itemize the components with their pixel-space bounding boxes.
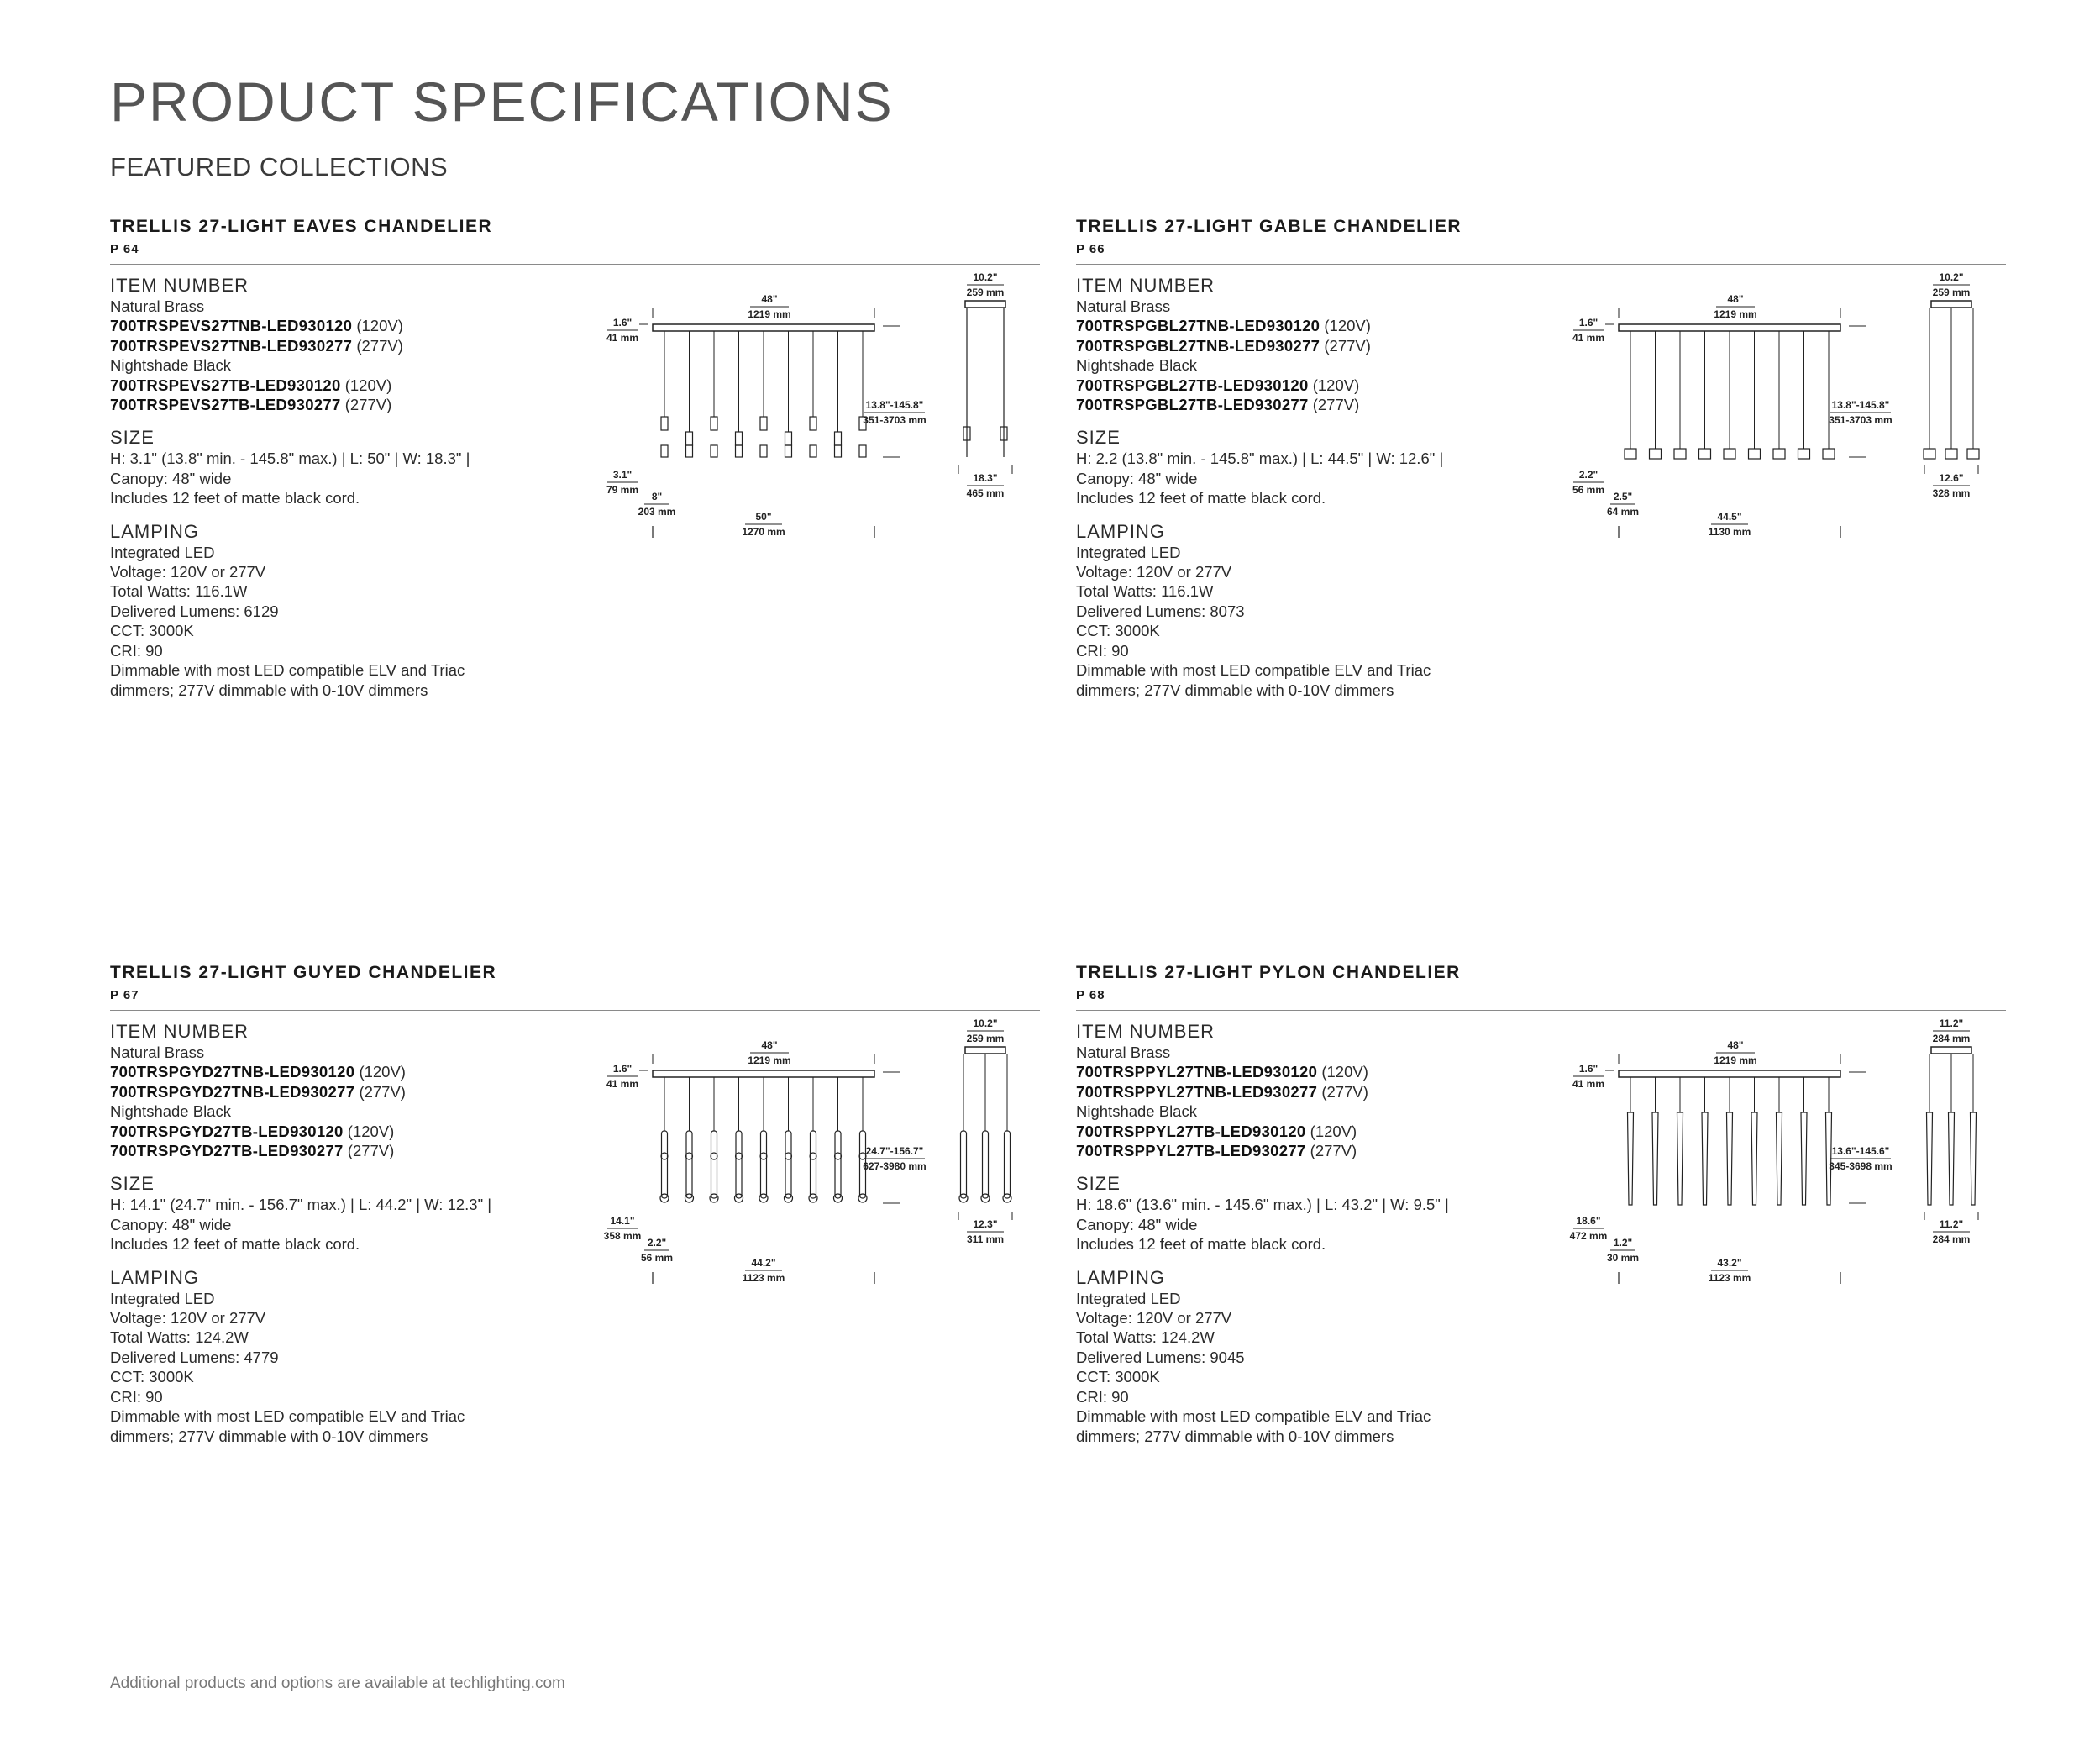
pendant-light <box>1702 1112 1708 1205</box>
dim-side-canopy-inch: 10.2" <box>973 1017 998 1029</box>
size-dimensions: H: 18.6" (13.6" min. - 145.6" max.) | L: 43.2" | W: 9.5" | <box>1076 1196 1449 1214</box>
pendant-light <box>760 417 767 430</box>
sku-row <box>110 1122 580 1141</box>
pendant-joint <box>661 1153 668 1159</box>
spec-list <box>110 274 580 700</box>
section-divider <box>110 1010 1040 1011</box>
pendant-light <box>1628 1112 1634 1205</box>
size-cord: Includes 12 feet of matte black cord. <box>1076 1235 1326 1254</box>
sku-code: 700TRSPEVS27TNB-LED930277 <box>110 336 353 355</box>
lamping-spec: Delivered Lumens: 4779 <box>110 1348 279 1366</box>
dimension-drawing <box>597 1013 1040 1291</box>
size-dimensions: H: 2.2 (13.8" min. - 145.8" max.) | L: 44.5" | W: 12.6" | <box>1076 450 1444 468</box>
dim-overall-height-mm: 351-3703 mm <box>863 414 927 426</box>
size-cord: Includes 12 feet of matte black cord. <box>110 489 360 507</box>
dim-fixture-height-inch: 18.6" <box>1576 1215 1601 1227</box>
sku-code: 700TRSPGYD27TNB-LED930277 <box>110 1082 355 1101</box>
sku-row <box>1076 395 1546 414</box>
pendant-light <box>1699 449 1711 459</box>
dim-fixture-height-mm: 472 mm <box>1569 1230 1608 1242</box>
dim-fixture-height-mm: 79 mm <box>606 484 639 496</box>
size-heading: SIZE <box>110 1173 155 1195</box>
dim-spacing-inch: 2.2" <box>647 1237 667 1249</box>
lamping-spec: CCT: 3000K <box>1076 622 1160 640</box>
lamping-spec: CCT: 3000K <box>1076 1368 1160 1386</box>
sku-row <box>110 1062 580 1081</box>
dim-fixture-height-mm: 56 mm <box>1572 484 1605 496</box>
sku-voltage: (120V) <box>1324 317 1371 335</box>
dimension-drawing <box>1563 267 2006 544</box>
dim-overall-height-inch: 24.7"-156.7" <box>865 1145 924 1157</box>
lamping-spec: dimmers; 277V dimmable with 0-10V dimmers <box>1076 1427 1394 1445</box>
dim-canopy-height-mm: 41 mm <box>606 1078 639 1090</box>
lamping-spec: Voltage: 120V or 277V <box>110 1309 266 1328</box>
product-page-ref: P 66 <box>1076 242 1105 256</box>
lamping-spec: Delivered Lumens: 6129 <box>110 602 279 620</box>
dim-overall-height-mm: 351-3703 mm <box>1829 414 1893 426</box>
side-light <box>1967 449 1979 459</box>
lamping-spec: Integrated LED <box>1076 1289 1181 1307</box>
pendant-joint <box>711 1153 717 1159</box>
finish-label: Natural Brass <box>1076 297 1171 315</box>
dim-length-mm: 1130 mm <box>1708 526 1751 538</box>
sku-voltage: (277V) <box>1312 396 1360 414</box>
sku-row <box>110 376 580 395</box>
pendant-light <box>1650 449 1662 459</box>
canopy-side <box>965 301 1005 308</box>
dim-canopy-height-inch: 1.6" <box>1578 1063 1599 1075</box>
side-light <box>1005 1131 1011 1198</box>
sku-voltage: (277V) <box>344 396 392 414</box>
pendant-joint <box>810 1153 816 1159</box>
pendant-joint <box>736 1153 743 1159</box>
dim-canopy-inch: 48" <box>1727 293 1744 305</box>
spec-list <box>1076 1020 1546 1446</box>
dim-canopy-height-inch: 1.6" <box>612 317 633 329</box>
pendant-light <box>1798 449 1810 459</box>
section-divider <box>110 264 1040 265</box>
dim-canopy-mm: 1219 mm <box>748 308 791 320</box>
sku-row <box>1076 1062 1546 1081</box>
dim-fixture-height-inch: 14.1" <box>610 1215 635 1227</box>
dim-length-inch: 44.2" <box>751 1257 776 1269</box>
dim-width-inch: 18.3" <box>973 472 998 484</box>
sku-code: 700TRSPGYD27TNB-LED930120 <box>110 1063 355 1081</box>
fixture-diagram <box>1563 1013 2006 1291</box>
dim-canopy-height-inch: 1.6" <box>1578 317 1599 329</box>
dim-fixture-height-inch: 3.1" <box>612 469 633 481</box>
pendant-joint <box>785 1153 792 1159</box>
sku-code: 700TRSPGBL27TB-LED930120 <box>1076 376 1309 394</box>
lamping-spec: Integrated LED <box>110 543 215 561</box>
dim-canopy-height-mm: 41 mm <box>606 332 639 344</box>
dim-spacing-inch: 2.5" <box>1613 491 1633 502</box>
lamping-spec: Total Watts: 124.2W <box>1076 1328 1215 1347</box>
dim-overall-height-inch: 13.8"-145.8" <box>865 399 924 411</box>
pendant-light <box>686 445 693 457</box>
pendant-light <box>811 1131 816 1198</box>
product-title: TRELLIS 27-LIGHT GABLE CHANDELIER <box>1076 217 1462 236</box>
fixture-illustration <box>639 301 1012 474</box>
finish-label: Natural Brass <box>110 1044 205 1061</box>
dim-fixture-height-mm: 358 mm <box>603 1230 642 1242</box>
lamping-spec: Dimmable with most LED compatible ELV and Triac <box>110 1407 465 1426</box>
product-section <box>1076 963 2006 1517</box>
page-title: PRODUCT SPECIFICATIONS <box>110 71 894 133</box>
side-light <box>1927 1112 1933 1205</box>
sku-row <box>1076 1141 1546 1160</box>
sku-voltage: (120V) <box>347 1122 395 1140</box>
pendant-light <box>1773 449 1785 459</box>
sku-row <box>110 316 580 335</box>
sku-code: 700TRSPPYL27TB-LED930277 <box>1076 1142 1306 1160</box>
product-title: TRELLIS 27-LIGHT EAVES CHANDELIER <box>110 217 493 236</box>
product-page-ref: P 67 <box>110 988 139 1002</box>
size-dimensions: H: 14.1" (24.7" min. - 156.7" max.) | L: 44.2" | W: 12.3" | <box>110 1196 492 1214</box>
sku-voltage: (277V) <box>347 1142 395 1160</box>
lamping-spec: CRI: 90 <box>1076 641 1129 660</box>
sku-code: 700TRSPGYD27TB-LED930277 <box>110 1142 344 1160</box>
section-divider <box>1076 1010 2006 1011</box>
fixture-illustration <box>1605 1047 1978 1220</box>
sku-voltage: (277V) <box>356 336 403 355</box>
size-canopy: Canopy: 48" wide <box>1076 1215 1198 1233</box>
sku-code: 700TRSPPYL27TNB-LED930120 <box>1076 1063 1318 1081</box>
pendant-light <box>1677 1112 1683 1205</box>
pendant-light <box>662 1131 668 1198</box>
product-section <box>110 963 1040 1517</box>
pendant-light <box>1801 1112 1807 1205</box>
pendant-light <box>835 432 842 445</box>
dim-width-mm: 284 mm <box>1932 1233 1971 1245</box>
sku-code: 700TRSPGBL27TNB-LED930277 <box>1076 336 1320 355</box>
size-heading: SIZE <box>110 427 155 449</box>
dim-fixture-height-inch: 2.2" <box>1578 469 1599 481</box>
product-section <box>1076 217 2006 771</box>
lamping-spec: dimmers; 277V dimmable with 0-10V dimmers <box>110 1427 428 1445</box>
lamping-spec: Dimmable with most LED compatible ELV and Triac <box>1076 661 1431 680</box>
sku-row <box>110 1141 580 1160</box>
dim-length-inch: 50" <box>755 511 772 523</box>
side-light <box>1945 449 1957 459</box>
dim-side-canopy-inch: 11.2" <box>1939 1017 1964 1029</box>
lamping-heading: LAMPING <box>110 520 200 542</box>
pendant-joint <box>686 1153 693 1159</box>
product-section <box>110 217 1040 771</box>
pendant-light <box>711 445 717 457</box>
pendant-light <box>1749 449 1761 459</box>
dim-length-mm: 1270 mm <box>742 526 785 538</box>
dim-spacing-mm: 30 mm <box>1606 1252 1640 1264</box>
lamping-spec: dimmers; 277V dimmable with 0-10V dimmers <box>110 681 428 699</box>
sku-code: 700TRSPEVS27TNB-LED930120 <box>110 317 353 335</box>
finish-label: Nightshade Black <box>110 1102 231 1121</box>
dim-spacing-mm: 64 mm <box>1606 506 1640 518</box>
canopy-side <box>1931 1047 1971 1054</box>
sku-voltage: (120V) <box>359 1063 406 1081</box>
pendant-joint <box>760 1153 767 1159</box>
lamping-spec: Total Watts: 116.1W <box>110 582 248 601</box>
pendant-joint <box>835 1153 842 1159</box>
lamping-heading: LAMPING <box>110 1266 200 1288</box>
pendant-light <box>686 1131 692 1198</box>
dim-overall-height-inch: 13.8"-145.8" <box>1831 399 1890 411</box>
sku-row <box>110 336 580 355</box>
pendant-light <box>736 1131 742 1198</box>
pendant-light <box>736 432 743 445</box>
pendant-light <box>1625 449 1636 459</box>
item-number-heading: ITEM NUMBER <box>1076 1021 1215 1042</box>
lamping-heading: LAMPING <box>1076 1266 1166 1288</box>
sku-voltage: (120V) <box>1310 1122 1357 1140</box>
finish-label: Nightshade Black <box>1076 1102 1197 1121</box>
lamping-spec: CCT: 3000K <box>110 622 194 640</box>
sku-voltage: (277V) <box>1321 1082 1368 1101</box>
lamping-spec: CRI: 90 <box>110 1387 163 1406</box>
dim-spacing-inch: 8" <box>651 491 663 502</box>
lamping-spec: Dimmable with most LED compatible ELV and Triac <box>110 661 465 680</box>
dim-side-canopy-inch: 10.2" <box>1939 271 1964 283</box>
pendant-light <box>1727 1112 1733 1205</box>
side-light <box>1949 1112 1955 1205</box>
sku-code: 700TRSPEVS27TB-LED930277 <box>110 396 341 414</box>
pendant-light <box>810 417 816 430</box>
sku-voltage: (277V) <box>1310 1142 1357 1160</box>
lamping-spec: dimmers; 277V dimmable with 0-10V dimmers <box>1076 681 1394 699</box>
sku-code: 700TRSPGYD27TB-LED930120 <box>110 1122 344 1140</box>
size-cord: Includes 12 feet of matte black cord. <box>1076 489 1326 507</box>
sku-voltage: (277V) <box>1324 336 1371 355</box>
pendant-light <box>711 1131 717 1198</box>
pendant-light <box>760 445 767 457</box>
finish-label: Natural Brass <box>1076 1044 1171 1061</box>
sku-row <box>110 395 580 414</box>
pendant-light <box>835 1131 841 1198</box>
lamping-heading: LAMPING <box>1076 520 1166 542</box>
sku-row <box>1076 1082 1546 1102</box>
pendant-light <box>810 445 816 457</box>
dim-overall-height-mm: 627-3980 mm <box>863 1160 927 1172</box>
dimension-drawing <box>1563 1013 2006 1291</box>
side-light <box>961 1131 967 1198</box>
lamping-spec: Voltage: 120V or 277V <box>1076 1309 1232 1328</box>
sku-voltage: (120V) <box>1321 1063 1368 1081</box>
pendant-light <box>785 432 792 445</box>
dim-length-inch: 43.2" <box>1717 1257 1742 1269</box>
sku-voltage: (120V) <box>356 317 403 335</box>
dim-width-inch: 12.6" <box>1939 472 1964 484</box>
sku-voltage: (120V) <box>1312 376 1360 394</box>
dim-canopy-height-mm: 41 mm <box>1572 1078 1605 1090</box>
dim-width-mm: 328 mm <box>1932 487 1971 499</box>
dim-canopy-mm: 1219 mm <box>1714 1054 1757 1066</box>
sku-row <box>1076 1122 1546 1141</box>
sku-voltage: (120V) <box>344 376 392 394</box>
pendant-light <box>785 445 792 457</box>
item-number-heading: ITEM NUMBER <box>110 1021 249 1042</box>
dim-length-mm: 1123 mm <box>1708 1272 1751 1284</box>
canopy-front <box>1619 1070 1840 1077</box>
pendant-light <box>1674 449 1686 459</box>
dim-side-canopy-mm: 259 mm <box>966 1033 1005 1044</box>
lamping-spec: CRI: 90 <box>1076 1387 1129 1406</box>
canopy-front <box>653 324 874 331</box>
section-divider <box>1076 264 2006 265</box>
dim-side-canopy-mm: 284 mm <box>1932 1033 1971 1044</box>
dim-overall-height-mm: 345-3698 mm <box>1829 1160 1893 1172</box>
dim-canopy-inch: 48" <box>761 1039 778 1051</box>
sku-row <box>110 1082 580 1102</box>
lamping-spec: Delivered Lumens: 9045 <box>1076 1348 1245 1366</box>
pendant-light <box>1823 449 1835 459</box>
lamping-spec: Total Watts: 116.1W <box>1076 582 1214 601</box>
finish-label: Natural Brass <box>110 297 205 315</box>
sku-code: 700TRSPPYL27TNB-LED930277 <box>1076 1082 1318 1101</box>
dim-canopy-mm: 1219 mm <box>748 1054 791 1066</box>
canopy-front <box>1619 324 1840 331</box>
dim-length-inch: 44.5" <box>1717 511 1742 523</box>
size-dimensions: H: 3.1" (13.8" min. - 145.8" max.) | L: 50" | W: 18.3" | <box>110 450 470 468</box>
canopy-front <box>653 1070 874 1077</box>
finish-label: Nightshade Black <box>110 356 231 375</box>
dim-spacing-mm: 56 mm <box>640 1252 674 1264</box>
pendant-light <box>859 445 866 457</box>
size-canopy: Canopy: 48" wide <box>1076 469 1198 487</box>
fixture-illustration <box>1605 301 1979 474</box>
lamping-spec: Voltage: 120V or 277V <box>1076 563 1232 581</box>
side-light <box>1924 449 1935 459</box>
dim-side-canopy-inch: 10.2" <box>973 271 998 283</box>
sku-voltage: (277V) <box>359 1082 406 1101</box>
dim-spacing-mm: 203 mm <box>638 506 676 518</box>
dim-side-canopy-mm: 259 mm <box>966 287 1005 298</box>
item-number-heading: ITEM NUMBER <box>1076 275 1215 296</box>
footer-note: Additional products and options are available at techlighting.com <box>110 1675 565 1692</box>
sku-row <box>1076 316 1546 335</box>
sku-row <box>1076 336 1546 355</box>
lamping-spec: CRI: 90 <box>110 641 163 660</box>
fixture-diagram <box>597 1013 1040 1291</box>
sku-code: 700TRSPGBL27TNB-LED930120 <box>1076 317 1320 335</box>
pendant-light <box>736 445 743 457</box>
dim-canopy-inch: 48" <box>1727 1039 1744 1051</box>
sku-code: 700TRSPPYL27TB-LED930120 <box>1076 1122 1306 1140</box>
finish-label: Nightshade Black <box>1076 356 1197 375</box>
dim-width-inch: 12.3" <box>973 1218 998 1230</box>
dim-canopy-height-inch: 1.6" <box>612 1063 633 1075</box>
lamping-spec: CCT: 3000K <box>110 1368 194 1386</box>
pendant-light <box>1652 1112 1658 1205</box>
dim-width-inch: 11.2" <box>1939 1218 1964 1230</box>
canopy-side <box>965 1047 1005 1054</box>
pendant-light <box>711 417 717 430</box>
product-title: TRELLIS 27-LIGHT GUYED CHANDELIER <box>110 963 497 982</box>
pendant-light <box>661 445 668 457</box>
fixture-diagram <box>597 267 1040 544</box>
pendant-light <box>1724 449 1735 459</box>
dim-canopy-inch: 48" <box>761 293 778 305</box>
fixture-illustration <box>639 1047 1012 1220</box>
pendant-light <box>785 1131 791 1198</box>
size-canopy: Canopy: 48" wide <box>110 1215 232 1233</box>
fixture-diagram <box>1563 267 2006 544</box>
pendant-light <box>1751 1112 1757 1205</box>
pendant-light <box>686 432 693 445</box>
side-light <box>1971 1112 1977 1205</box>
size-heading: SIZE <box>1076 1173 1121 1195</box>
lamping-spec: Delivered Lumens: 8073 <box>1076 602 1245 620</box>
sku-code: 700TRSPGBL27TB-LED930277 <box>1076 396 1309 414</box>
size-heading: SIZE <box>1076 427 1121 449</box>
spec-list <box>110 1020 580 1446</box>
canopy-side <box>1931 301 1971 308</box>
page-subtitle: FEATURED COLLECTIONS <box>110 152 449 181</box>
lamping-spec: Dimmable with most LED compatible ELV and Triac <box>1076 1407 1431 1426</box>
dim-length-mm: 1123 mm <box>742 1272 785 1284</box>
lamping-spec: Integrated LED <box>110 1289 215 1307</box>
dim-width-mm: 311 mm <box>966 1233 1005 1245</box>
dim-overall-height-inch: 13.6"-145.6" <box>1831 1145 1890 1157</box>
item-number-heading: ITEM NUMBER <box>110 275 249 296</box>
dim-canopy-mm: 1219 mm <box>1714 308 1757 320</box>
product-page-ref: P 68 <box>1076 988 1105 1002</box>
lamping-spec: Integrated LED <box>1076 543 1181 561</box>
pendant-light <box>1777 1112 1782 1205</box>
lamping-spec: Total Watts: 124.2W <box>110 1328 249 1347</box>
side-light <box>983 1131 989 1198</box>
lamping-spec: Voltage: 120V or 277V <box>110 563 266 581</box>
pendant-light <box>761 1131 767 1198</box>
spec-list <box>1076 274 1546 700</box>
dimension-drawing <box>597 267 1040 544</box>
dim-side-canopy-mm: 259 mm <box>1932 287 1971 298</box>
sku-row <box>1076 376 1546 395</box>
product-title: TRELLIS 27-LIGHT PYLON CHANDELIER <box>1076 963 1461 982</box>
size-cord: Includes 12 feet of matte black cord. <box>110 1235 360 1254</box>
dim-canopy-height-mm: 41 mm <box>1572 332 1605 344</box>
dim-spacing-inch: 1.2" <box>1613 1237 1633 1249</box>
dim-width-mm: 465 mm <box>966 487 1005 499</box>
size-canopy: Canopy: 48" wide <box>110 469 232 487</box>
product-page-ref: P 64 <box>110 242 139 256</box>
pendant-light <box>661 417 668 430</box>
sku-code: 700TRSPEVS27TB-LED930120 <box>110 376 341 394</box>
pendant-light <box>835 445 842 457</box>
